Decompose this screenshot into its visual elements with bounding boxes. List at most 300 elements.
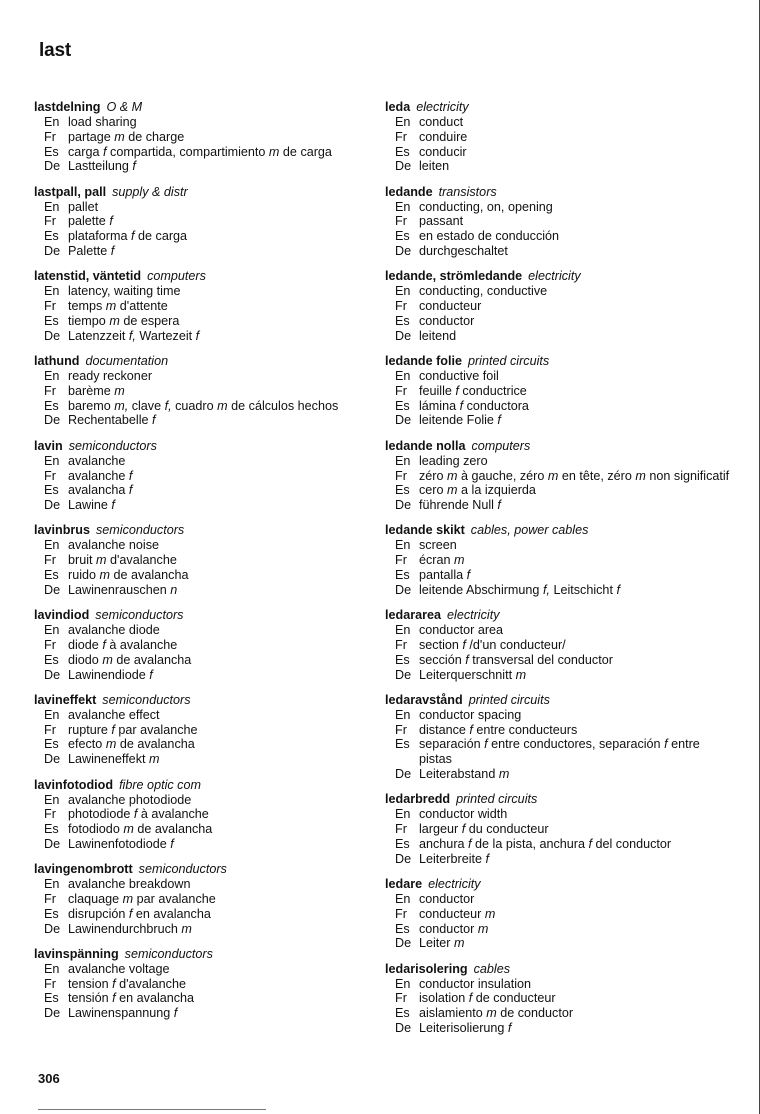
headword: lastdelning [34,100,101,114]
translation-line [385,314,730,329]
translation-text: separación f entre conductores, separación f entre pistas [419,737,700,767]
translation-line [34,837,364,852]
translation-line [385,229,730,244]
translation-line [385,244,730,259]
translation-text: conductor [419,891,475,906]
translation-text: durchgeschaltet [419,244,508,259]
language-code: En [44,538,60,553]
translation-text: disrupción f en avalancha [68,906,211,921]
translation-text: fotodiodo m de avalancha [68,822,213,837]
headword: leda [385,100,411,114]
translation-text: screen [419,538,457,553]
translation-line [34,991,364,1006]
translation-line [34,369,364,384]
dictionary-entry [385,608,730,682]
dictionary-entry [385,523,730,597]
language-code: En [395,284,411,299]
translation-text: leading zero [419,453,488,468]
dictionary-entry [34,862,364,936]
language-code: De [395,244,412,259]
headword: lavindiod [34,608,90,623]
translation-line [385,583,730,598]
entry-headline [385,608,730,623]
translation-line [385,1021,730,1036]
language-code: De [395,413,412,428]
translation-line [385,130,730,145]
translation-line [34,623,364,638]
language-code: Es [395,483,410,498]
language-code: En [395,807,411,822]
language-code: En [44,453,60,468]
translation-text: load sharing [68,115,137,129]
translation-text: conducteur m [419,906,496,921]
headword: lavinbrus [34,523,90,538]
headword: ledande folie [385,354,462,369]
language-code: Fr [395,553,407,568]
translation-line [34,723,364,738]
dictionary-entry [34,439,364,513]
language-code: De [395,498,412,513]
dictionary-entry [34,778,364,852]
headword: lavin [34,438,63,453]
language-code: Fr [44,722,56,737]
headword: lavineffekt [34,692,97,707]
dictionary-entry [34,523,364,597]
subject-label: electricity [447,608,500,623]
dictionary-entry [34,269,364,343]
translation-line [34,413,364,428]
language-code: De [44,244,61,259]
translation-line [385,977,730,992]
translation-text: rupture f par avalanche [68,722,198,737]
translation-line [385,483,730,498]
entry-headline [385,693,730,708]
dictionary-entry [385,962,730,1036]
left-column [34,100,364,1032]
entry-headline [34,439,364,454]
translation-text: passant [419,214,464,229]
translation-text: Lawinendurchbruch m [68,921,192,936]
translation-line [385,538,730,553]
entry-headline [34,100,364,115]
language-code: En [395,369,411,384]
translation-text: Lawine f [68,498,115,513]
translation-line [385,737,730,767]
translation-text: pallet [68,199,99,214]
translation-text: avalanche voltage [68,961,170,976]
language-code: De [395,582,412,597]
translation-text: avalancha f [68,483,133,498]
translation-line [385,454,730,469]
language-code: De [44,1006,61,1021]
language-code: Fr [395,214,407,229]
language-code: Fr [395,129,407,144]
translation-line [385,638,730,653]
language-code: De [44,159,61,174]
headword: ledande nolla [385,438,466,453]
language-code: En [44,961,60,976]
translation-text: isolation f de conducteur [419,991,556,1006]
translation-line [34,822,364,837]
translation-line [385,329,730,344]
entry-headline [34,523,364,538]
right-column [385,100,730,1046]
subject-label: documentation [85,354,169,369]
language-code: Es [395,144,410,159]
translation-line [34,115,364,130]
language-code: En [395,199,411,214]
translation-text: conducting, conductive [419,284,548,299]
translation-line [385,623,730,638]
translation-line [385,907,730,922]
entry-headline [385,100,730,115]
language-code: De [44,921,61,936]
translation-line [34,807,364,822]
translation-text: largeur f du conducteur [419,822,549,837]
subject-label: semiconductors [95,608,184,623]
dictionary-entry [385,100,730,174]
language-code: Es [395,836,410,851]
language-code: Fr [44,383,56,398]
translation-line [385,822,730,837]
language-code: En [395,538,411,553]
language-code: Fr [395,991,407,1006]
translation-text: conducir [419,144,467,159]
dictionary-entry [385,439,730,513]
translation-line [34,159,364,174]
translation-line [34,638,364,653]
translation-line [34,568,364,583]
language-code: Fr [395,299,407,314]
translation-text: Leiterisolierung f [419,1021,512,1036]
translation-line [385,837,730,852]
translation-text: conducteur [419,299,482,314]
translation-text: latency, waiting time [68,284,181,299]
dictionary-entry [34,100,364,174]
translation-text: conductor spacing [419,707,522,722]
dictionary-entry [34,947,364,1021]
language-code: Es [44,822,59,837]
translation-text: avalanche breakdown [68,877,191,892]
language-code: Fr [395,906,407,921]
translation-line [385,214,730,229]
translation-text: tensión f en avalancha [68,991,195,1006]
translation-text: plataforma f de carga [68,229,188,244]
language-code: En [44,792,60,807]
translation-line [385,413,730,428]
translation-text: Lawineneffekt m [68,752,160,767]
language-code: De [395,851,412,866]
translation-line [34,329,364,344]
subject-label: computers [471,438,531,453]
subject-label: semiconductors [124,946,213,961]
language-code: En [395,453,411,468]
entry-headline [385,877,730,892]
subject-label: semiconductors [138,862,227,877]
subject-label: fibre optic com [119,777,201,792]
translation-line [34,583,364,598]
language-code: De [395,936,412,951]
translation-text: pantalla f [419,568,471,583]
language-code: Fr [395,383,407,398]
language-code: Fr [44,637,56,652]
translation-line [34,922,364,937]
language-code: Es [395,313,410,328]
language-code: De [44,328,61,343]
language-code: De [395,328,412,343]
translation-line [385,498,730,513]
translation-text: Lastteilung f [68,159,136,174]
dictionary-entry [385,792,730,866]
language-code: Fr [395,822,407,837]
headword: ledararea [385,608,442,623]
translation-text: Lawinenfotodiode f [68,836,174,851]
language-code: Fr [395,722,407,737]
translation-line [34,314,364,329]
dictionary-entry [385,693,730,782]
subject-label: semiconductors [96,523,185,538]
language-code: De [44,413,61,428]
language-code: En [44,623,60,638]
translation-text: claquage m par avalanche [68,891,216,906]
translation-text: conducting, on, opening [419,199,553,214]
translation-text: avalanche diode [68,623,160,638]
entry-headline [385,269,730,284]
translation-line [385,653,730,668]
translation-line [34,145,364,160]
translation-text: Lawinenspannung f [68,1006,178,1021]
headword: ledaravstånd [385,692,463,707]
subject-label: cables, power cables [470,523,589,538]
translation-line [385,159,730,174]
translation-line [34,229,364,244]
translation-line [34,130,364,145]
entry-headline [385,792,730,807]
translation-line [34,737,364,752]
translation-line [34,708,364,723]
language-code: Fr [44,214,56,229]
translation-line [385,1006,730,1021]
translation-text: aislamiento m de conductor [419,1006,574,1021]
language-code: De [395,159,412,174]
language-code: En [44,369,60,384]
translation-line [385,767,730,782]
subject-label: semiconductors [68,438,157,453]
entry-headline [34,269,364,284]
translation-line [34,877,364,892]
translation-line [34,299,364,314]
translation-text: conduire [419,129,468,144]
dictionary-entry [385,185,730,259]
translation-text: leiten [419,159,450,174]
language-code: Es [395,568,410,583]
language-code: En [44,707,60,722]
translation-text: écran m [419,553,465,568]
language-code: En [395,976,411,991]
language-code: Fr [44,129,56,144]
translation-text: conductor area [419,623,504,638]
translation-text: barème m [68,383,125,398]
translation-line [34,553,364,568]
headword: ledarisolering [385,961,468,976]
translation-text: photodiode f à avalanche [68,807,209,822]
translation-text: ready reckoner [68,369,153,384]
translation-text: avalanche photodiode [68,792,192,807]
translation-line [385,299,730,314]
language-code: Fr [395,637,407,652]
subject-label: semiconductors [102,692,191,707]
translation-text: avalanche f [68,468,133,483]
translation-text: Latenzzeit f, Wartezeit f [68,328,200,343]
translation-line [385,668,730,683]
dictionary-entry [34,608,364,682]
entry-headline [34,862,364,877]
language-code: Es [44,737,59,752]
translation-line [385,991,730,1006]
language-code: De [395,767,412,781]
dictionary-entry [385,877,730,951]
translation-line [34,244,364,259]
language-code: De [44,498,61,513]
subject-label: printed circuits [467,354,550,369]
translation-line [385,807,730,822]
translation-line [34,454,364,469]
language-code: Es [44,144,59,159]
translation-text: conduct [419,115,464,129]
language-code: En [44,877,60,892]
translation-text: palette f [68,214,113,229]
translation-text: diodo m de avalancha [68,652,192,667]
language-code: Es [395,652,410,667]
translation-text: carga f compartida, compartimiento m de carga [68,144,332,159]
language-code: Es [44,313,59,328]
entry-headline [34,354,364,369]
translation-line [34,498,364,513]
language-code: Fr [44,891,56,906]
translation-line [34,399,364,414]
headword: lavingenombrott [34,862,133,877]
translation-line [34,962,364,977]
language-code: Es [44,398,59,413]
language-code: Es [44,991,59,1006]
translation-text: führende Null f [419,498,501,513]
entry-headline [34,185,364,200]
entry-headline [385,523,730,538]
translation-line [34,469,364,484]
language-code: En [395,623,411,638]
language-code: Es [44,652,59,667]
translation-line [34,668,364,683]
translation-line [34,793,364,808]
language-code: En [44,199,60,214]
language-code: Es [44,229,59,244]
subject-label: computers [147,269,206,284]
translation-line [34,892,364,907]
entry-headline [385,354,730,369]
entry-headline [34,608,364,623]
translation-line [385,399,730,414]
footer-rule [38,1109,266,1110]
translation-text: Leiter m [419,936,465,951]
translation-line [34,384,364,399]
translation-line [34,653,364,668]
language-code: Es [395,398,410,413]
translation-text: conductive foil [419,369,499,384]
language-code: De [44,752,61,767]
entry-headline [385,439,730,454]
language-code: Fr [44,468,56,483]
translation-line [385,553,730,568]
language-code: De [44,836,61,851]
headword: lavinfotodiod [34,777,114,792]
translation-line [34,200,364,215]
translation-text: conductor m [419,921,489,936]
translation-line [385,369,730,384]
translation-text: Leiterquerschnitt m [419,667,527,682]
translation-line [34,538,364,553]
translation-text: Lawinendiode f [68,667,153,682]
translation-line [34,1006,364,1021]
language-code: Fr [44,553,56,568]
translation-text: conductor width [419,807,508,822]
language-code: Es [395,229,410,244]
translation-line [385,384,730,399]
headword: ledande, strömledande [385,269,523,284]
translation-text: lámina f conductora [419,398,529,413]
translation-line [385,723,730,738]
translation-text: bruit m d'avalanche [68,553,177,568]
headword: lastpall, pall [34,184,107,199]
translation-line [385,852,730,867]
translation-text: diode f à avalanche [68,637,178,652]
language-code: En [395,707,411,722]
translation-text: sección f transversal del conductor [419,652,613,667]
dictionary-entry [385,354,730,428]
translation-text: feuille f conductrice [419,383,527,398]
language-code: En [395,891,411,906]
headword: ledare [385,876,423,891]
translation-text: tiempo m de espera [68,313,180,328]
entry-headline [34,947,364,962]
language-code: Es [395,737,410,752]
language-code: Es [44,568,59,583]
translation-line [34,483,364,498]
page-number: 306 [38,1071,60,1086]
language-code: De [395,667,412,682]
translation-text: Rechentabelle f [68,413,156,428]
language-code: Fr [44,976,56,991]
translation-text: ruido m de avalancha [68,568,189,583]
translation-line [34,284,364,299]
translation-line [34,907,364,922]
dictionary-entry [34,354,364,428]
subject-label: printed circuits [456,792,538,807]
translation-line [385,892,730,907]
translation-text: cero m a la izquierda [419,483,536,498]
translation-text: conductor [419,313,475,328]
headword: latenstid, väntetid [34,269,142,284]
subject-label: electricity [528,269,581,284]
translation-line [385,469,730,484]
translation-text: partage m de charge [68,129,185,144]
dictionary-entry [385,269,730,343]
subject-label: printed circuits [468,692,550,707]
headword: ledande skikt [385,523,465,538]
entry-headline [385,185,730,200]
running-head: last [39,40,71,61]
translation-text: zéro m à gauche, zéro m en tête, zéro m non significatif [419,468,730,483]
translation-text: distance f entre conducteurs [419,722,578,737]
